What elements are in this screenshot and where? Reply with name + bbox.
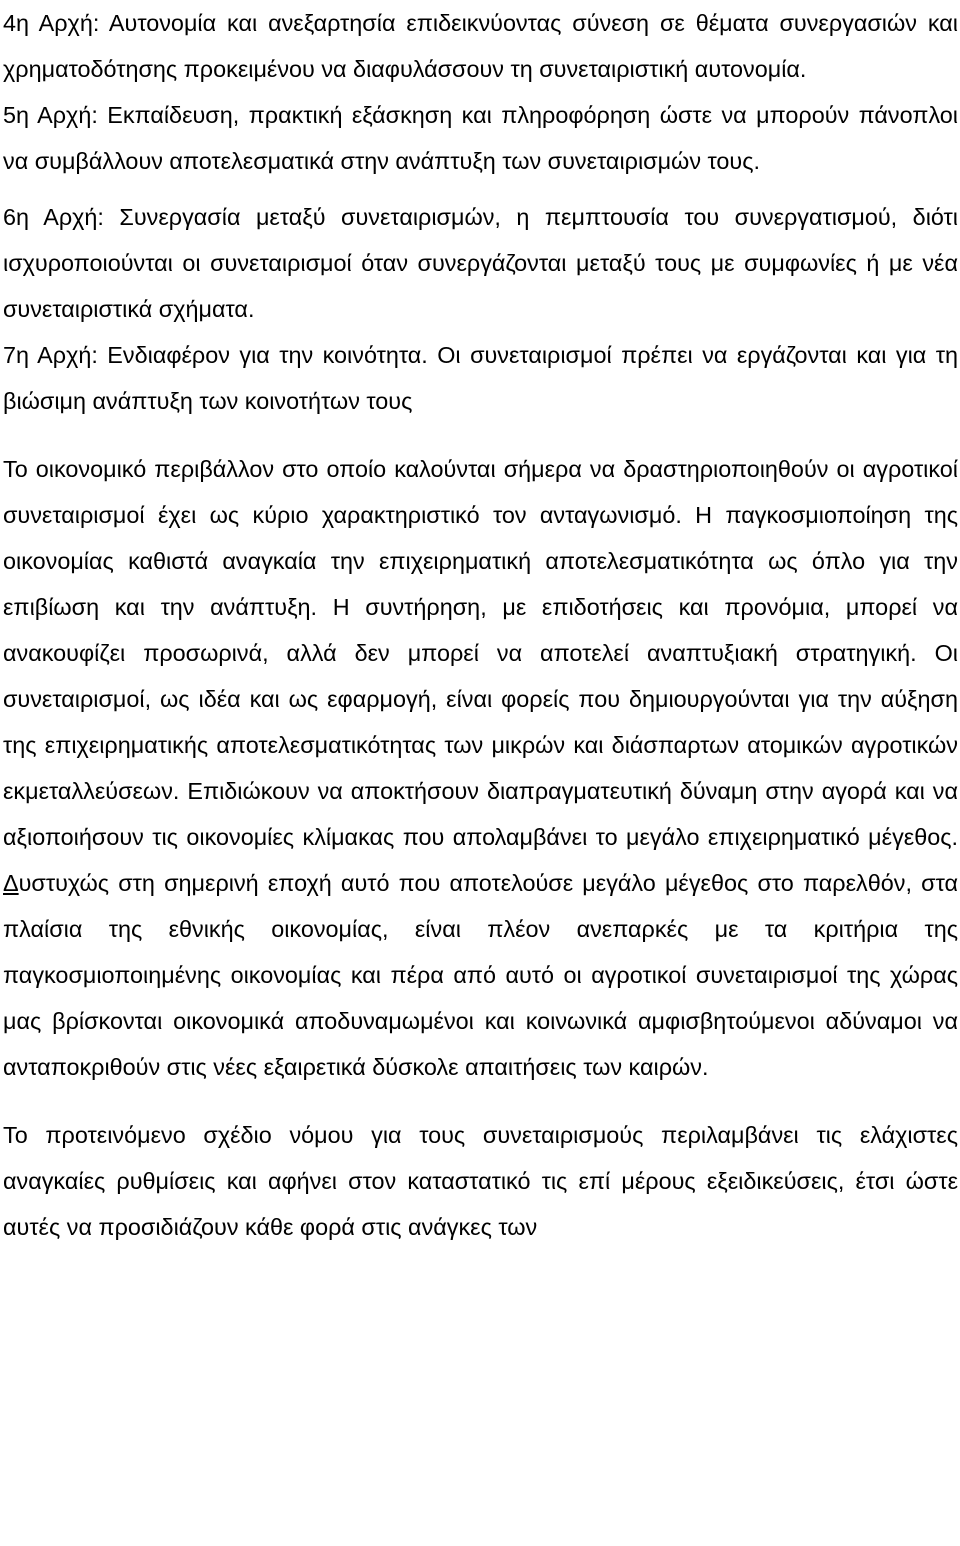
underlined-letter: Δ (3, 870, 19, 896)
principle-7-paragraph: 7η Αρχή: Ενδιαφέρον για την κοινότητα. Οι συνεταιρισμοί πρέπει να εργάζονται και για τη βιώσιμη ανάπτυξη των κοινοτήτων τους (3, 342, 958, 414)
economy-text-part-2: υστυχώς στη σημερινή εποχή αυτό που αποτελούσε μεγάλο μέγεθος στο παρελθόν, στα πλαίσια της εθνικής οικονομίας, είναι πλέον ανεπαρκές με τα κριτήρια της παγκοσμιοποιημένης οικονομίας και πέρα από αυτό οι αγροτικοί συνεταιρισμοί της χώρας μας βρίσκονται οικονομικά αποδυναμωμένοι και κοινωνικά αμφισβητούμενοι αδύναμοι να ανταποκριθούν στις νέες εξαιρετικά δύσκολε απαιτήσεις των καιρών. (3, 870, 958, 1080)
principle-5-paragraph: 5η Αρχή: Εκπαίδευση, πρακτική εξάσκηση και πληροφόρηση ώστε να μπορούν πάνοπλοι να συμβάλλουν αποτελεσματικά στην ανάπτυξη των συνεταιρισμών τους. (3, 102, 958, 174)
economic-environment-paragraph (3, 446, 958, 1090)
document-page (3, 0, 958, 1250)
principle-4-paragraph: 4η Αρχή: Αυτονομία και ανεξαρτησία επιδεικνύοντας σύνεση σε θέματα συνεργασιών και χρηματοδότησης προκειμένου να διαφυλάσσουν τη συνεταιριστική αυτονομία. (3, 10, 958, 82)
principle-6-paragraph: 6η Αρχή: Συνεργασία μεταξύ συνεταιρισμών, η πεμπτουσία του συνεργατισμού, διότι ισχυροποιούνται οι συνεταιρισμοί όταν συνεργάζονται μεταξύ τους με συμφωνίες ή με νέα συνεταιριστικά σχήματα. (3, 204, 958, 322)
economy-text-part-1: Το οικονομικό περιβάλλον στο οποίο καλούνται σήμερα να δραστηριοποιηθούν οι αγροτικοί συνεταιρισμοί έχει ως κύριο χαρακτηριστικό τον ανταγωνισμό. Η παγκοσμιοποίηση της οικονομίας καθιστά αναγκαία την επιχειρηματική αποτελεσματικότητα ως όπλο για την επιβίωση και την ανάπτυξη. Η συντήρηση, με επιδοτήσεις και προνόμια, μπορεί να ανακουφίζει προσωρινά, αλλά δεν μπορεί να αποτελεί αναπτυξιακή στρατηγική. Οι συνεταιρισμοί, ως ιδέα και ως εφαρμογή, είναι φορείς που δημιουργούνται για την αύξηση της επιχειρηματικής αποτελεσματικότητας των μικρών και διάσπαρτων ατομικών αγροτικών εκμεταλλεύσεων. Επιδιώκουν να αποκτήσουν διαπραγματευτική δύναμη στην αγορά και να αξιοποιήσουν τις οικονομίες κλίμακας που απολαμβάνει το μεγάλο επιχειρηματικό μέγεθος. (3, 456, 958, 850)
draft-law-paragraph: Το προτεινόμενο σχέδιο νόμου για τους συνεταιρισμούς περιλαμβάνει τις ελάχιστες αναγκαίες ρυθμίσεις και αφήνει στον καταστατικό τις επί μέρους εξειδικεύσεις, έτσι ώστε αυτές να προσιδιάζουν κάθε φορά στις ανάγκες των (3, 1122, 958, 1240)
